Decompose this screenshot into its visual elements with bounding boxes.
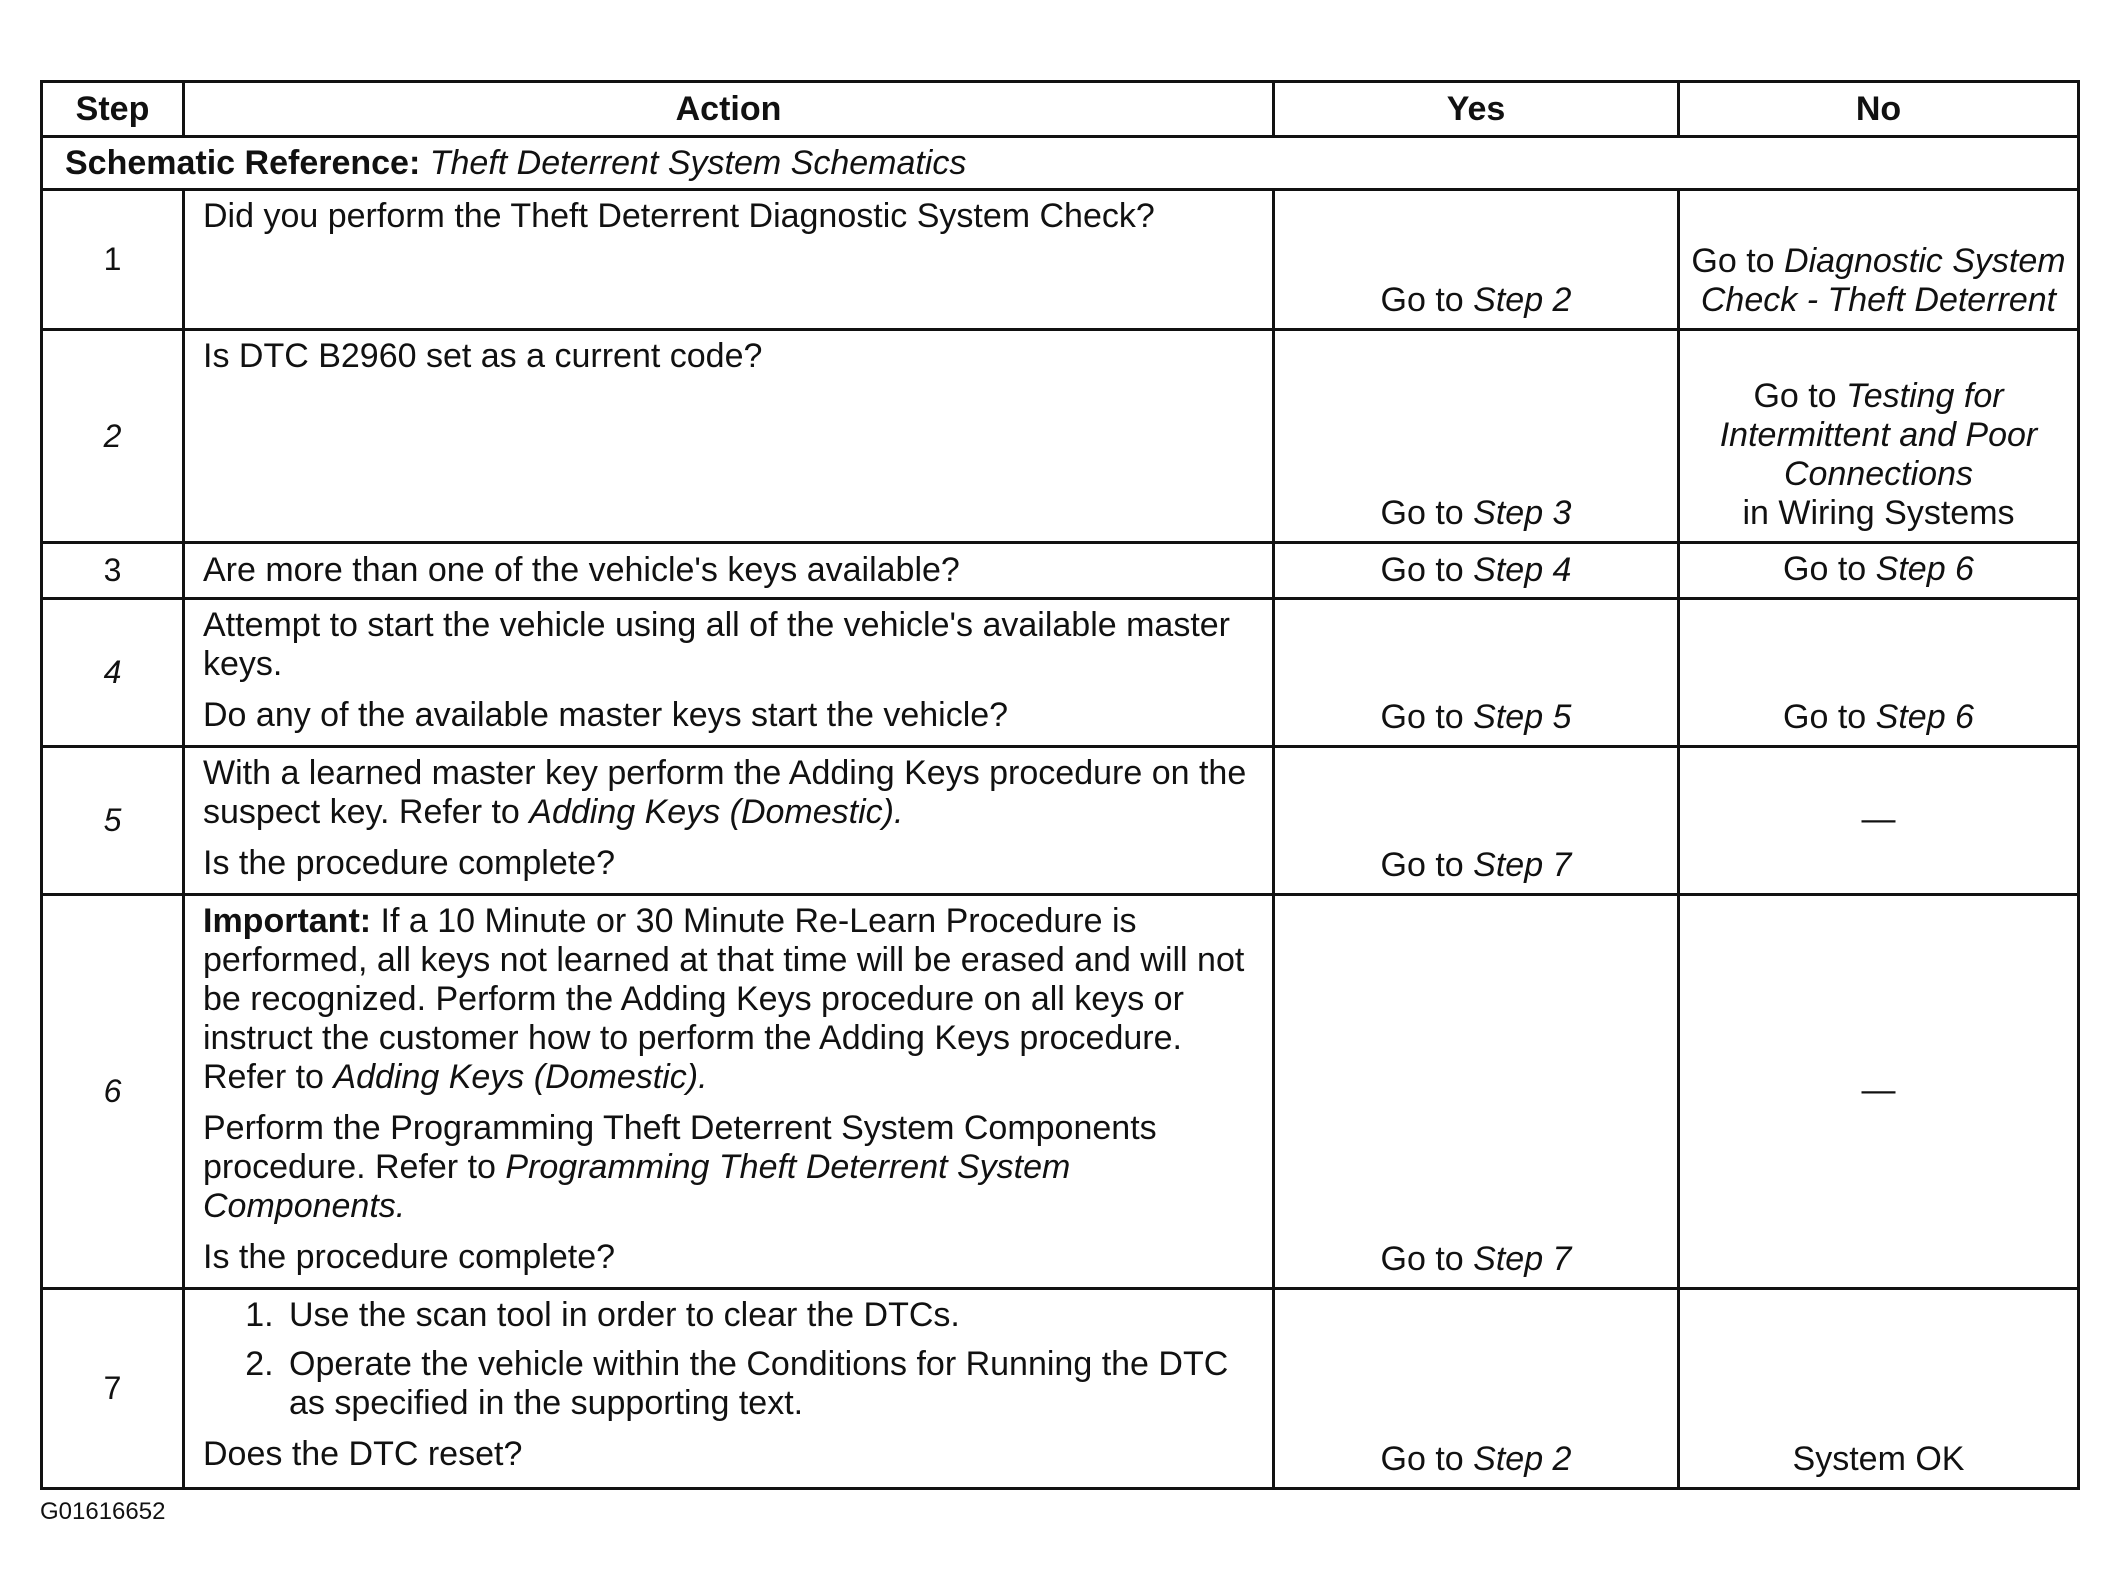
header-yes: Yes [1274,82,1679,137]
diagnostic-table [40,80,2080,1490]
action-text: Are more than one of the vehicle's keys available? [203,551,960,589]
table-row [42,1289,2079,1489]
step-number: 2 [42,330,184,543]
action-cell [184,190,1274,330]
step-number: 5 [42,747,184,895]
step-number: 6 [42,895,184,1289]
go-to-label: Go to [1380,1240,1464,1278]
go-to-label: Go to [1783,698,1867,736]
action-cell [184,747,1274,895]
go-to-label: Go to [1783,550,1867,588]
yes-step-link[interactable]: Step 2 [1473,281,1572,319]
action-list [203,1296,1260,1423]
action-cell [184,599,1274,747]
list-item: 2. Operate the vehicle within the Conditions for Running the DTC as specified in the supporting text. [283,1345,1260,1423]
header-no: No [1679,82,2079,137]
no-step-link[interactable]: Step 6 [1875,698,1974,736]
yes-cell [1274,1289,1679,1489]
yes-cell [1274,599,1679,747]
no-reference-suffix: in Wiring Systems [1742,494,2015,532]
action-cell [184,330,1274,543]
action-cell [184,895,1274,1289]
step-number: 4 [42,599,184,747]
no-cell [1679,543,2079,599]
go-to-label: Go to [1380,846,1464,884]
action-text [203,1109,1260,1226]
yes-step-link[interactable]: Step 7 [1473,846,1572,884]
action-cell [184,1289,1274,1489]
no-cell [1679,330,2079,543]
no-cell: — [1679,747,2079,895]
action-text: Did you perform the Theft Deterrent Diagnostic System Check? [203,197,1155,235]
list-item: 1. Use the scan tool in order to clear the DTCs. [283,1296,1260,1335]
action-cell [184,543,1274,599]
yes-step-link[interactable]: Step 2 [1473,1440,1572,1478]
yes-step-link[interactable]: Step 7 [1473,1240,1572,1278]
table-row [42,895,2079,1289]
header-step: Step [42,82,184,137]
action-question: Is the procedure complete? [203,1238,616,1276]
yes-cell [1274,190,1679,330]
yes-cell [1274,543,1679,599]
important-text: If a 10 Minute or 30 Minute Re-Learn Procedure is performed, all keys not learned at that time will be erased and will not be recognized. Perform the Adding Keys procedure on all keys or instruct the customer how to perform the Adding Keys procedure. Refer to [203,902,1245,1096]
no-cell: System OK [1679,1289,2079,1489]
step-number: 7 [42,1289,184,1489]
action-question: Do any of the available master keys start the vehicle? [203,696,1009,734]
no-reference-link[interactable]: Diagnostic System Check - Theft Deterrent [1700,242,2066,319]
action-question: Does the DTC reset? [203,1435,523,1473]
yes-step-link[interactable]: Step 3 [1473,494,1572,532]
action-reference-link[interactable]: Adding Keys (Domestic). [333,1058,708,1096]
schematic-reference-label: Schematic Reference: [65,143,421,182]
go-to-label: Go to [1753,377,1837,415]
action-text-prefix: Perform the Programming Theft Deterrent System Components procedure. Refer to [203,1109,1157,1186]
important-note [203,902,1260,1097]
step-number: 1 [42,190,184,330]
table-row [42,190,2079,330]
table-row [42,747,2079,895]
action-question: Is the procedure complete? [203,844,616,882]
schematic-reference-link[interactable]: Theft Deterrent System Schematics [429,143,967,182]
step-number: 3 [42,543,184,599]
yes-cell [1274,747,1679,895]
yes-cell [1274,895,1679,1289]
yes-step-link[interactable]: Step 4 [1473,551,1572,589]
yes-cell [1274,330,1679,543]
action-reference-link[interactable]: Programming Theft Deterrent System Components. [203,1148,1071,1225]
figure-id: G01616652 [40,1498,166,1525]
action-text-prefix: With a learned master key perform the Adding Keys procedure on the suspect key. Refer to [203,754,1247,831]
go-to-label: Go to [1380,698,1464,736]
header-row [42,82,2079,137]
header-action: Action [184,82,1274,137]
schematic-reference-row [42,137,2079,190]
important-label: Important: [203,902,372,940]
yes-step-link[interactable]: Step 5 [1473,698,1572,736]
schematic-reference [42,137,2079,190]
action-text [203,754,1260,832]
no-cell: — [1679,895,2079,1289]
action-reference-link[interactable]: Adding Keys (Domestic). [529,793,904,831]
table-row [42,599,2079,747]
table-row [42,330,2079,543]
action-text: Attempt to start the vehicle using all of the vehicle's available master keys. [203,606,1231,683]
table-row [42,543,2079,599]
no-cell [1679,599,2079,747]
no-cell [1679,190,2079,330]
no-step-link[interactable]: Step 6 [1875,550,1974,588]
go-to-label: Go to [1691,242,1775,280]
no-reference-link[interactable]: Testing for Intermittent and Poor Connections [1719,377,2038,493]
go-to-label: Go to [1380,1440,1464,1478]
go-to-label: Go to [1380,551,1464,589]
go-to-label: Go to [1380,494,1464,532]
go-to-label: Go to [1380,281,1464,319]
action-text: Is DTC B2960 set as a current code? [203,337,763,375]
